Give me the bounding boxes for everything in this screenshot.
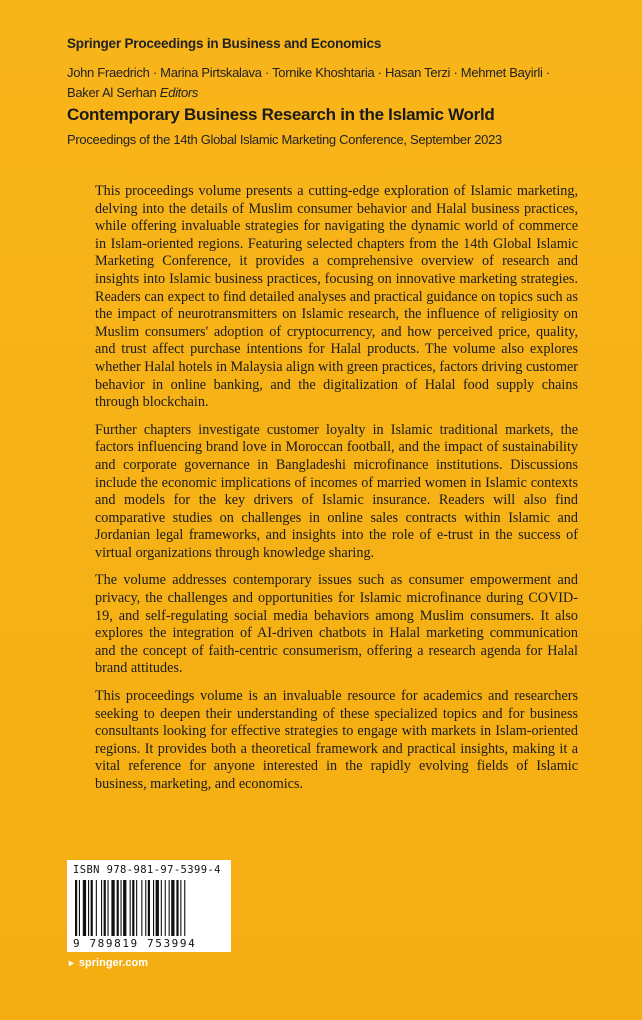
blurb-paragraph: This proceedings volume is an invaluable resource for academics and researchers seeking to deepen their understanding of these specialized topics and for business consultants looking for effective strategies to engage with markets in Islam-oriented regions. It provides both a theoretical framework and practical insights, making it a vital reference for anyone interested in the rapidly evolving fields of Islamic business, marketing, and economics. <box>95 688 578 792</box>
blurb-paragraph: The volume addresses contemporary issues such as consumer empowerment and privacy, the challenges and opportunities for Islamic microfinance during COVID-19, and self-regulating social media behaviors among Muslim consumers. It also explores the integration of AI-driven chatbots in Halal marketing communication and the concept of faith-centric consumerism, offering a research agenda for Halal brand attitudes. <box>95 572 578 677</box>
publisher-url: springer.com <box>78 957 148 969</box>
editor-name: Baker Al Serhan <box>67 85 157 100</box>
blurb-paragraph: Further chapters investigate customer loyalty in Islamic traditional markets, the factors influencing brand love in Moroccan football, and the impact of sustainability and corporate governance in Bangladeshi microfinance institutions. Discussions include the economic implications of incomes of married women in Islamic contexts and models for the key drivers of Islamic insurance. Readers will also find comparative studies on challenges in online sales contracts within Islamic and Jordanian legal frameworks, and insights into the role of e-trust in the success of virtual organizations through knowledge sharing. <box>95 421 578 561</box>
blurb-text <box>95 183 578 804</box>
series-title: Springer Proceedings in Business and Economics <box>67 36 382 51</box>
barcode-digits: 9 789819 753994 <box>73 937 197 950</box>
editors-line-1: John Fraedrich · Marina Pirtskalava · Tornike Khoshtaria · Hasan Terzi · Mehmet Bayirli · <box>67 65 550 80</box>
arrow-right-icon: ► <box>67 958 76 968</box>
book-subtitle: Proceedings of the 14th Global Islamic Marketing Conference, September 2023 <box>67 132 502 147</box>
barcode-icon <box>75 880 225 936</box>
editors-list <box>67 63 587 103</box>
editors-line-2 <box>67 83 587 103</box>
blurb-paragraph: This proceedings volume presents a cutting-edge exploration of Islamic marketing, delving into the details of Muslim consumer behavior and Halal business practices, while offering invaluable strategies for navigating the dynamic world of commerce in Islam-oriented regions. Featuring selected chapters from the 14th Global Islamic Marketing Conference, it provides a comprehensive overview of research and insights into Islamic business practices, focusing on innovative marketing strategies. Readers can expect to find detailed analyses and practical guidance on topics such as the impact of neurotransmitters on Islamic research, the influence of religiosity on Muslim consumers' adoption of cryptocurrency, and how perceived price, quality, and trust affect purchase intentions for Halal products. The volume also explores whether Halal hotels in Malaysia align with green practices, factors driving customer behavior in online banking, and the digitalization of Halal food supply chains through blockchain. <box>95 183 579 411</box>
isbn-barcode <box>67 860 231 952</box>
editors-role-label: Editors <box>159 85 199 100</box>
isbn-number: ISBN 978-981-97-5399-4 <box>73 864 221 876</box>
book-title: Contemporary Business Research in the Islamic World <box>67 105 495 124</box>
publisher-link[interactable] <box>67 957 148 969</box>
